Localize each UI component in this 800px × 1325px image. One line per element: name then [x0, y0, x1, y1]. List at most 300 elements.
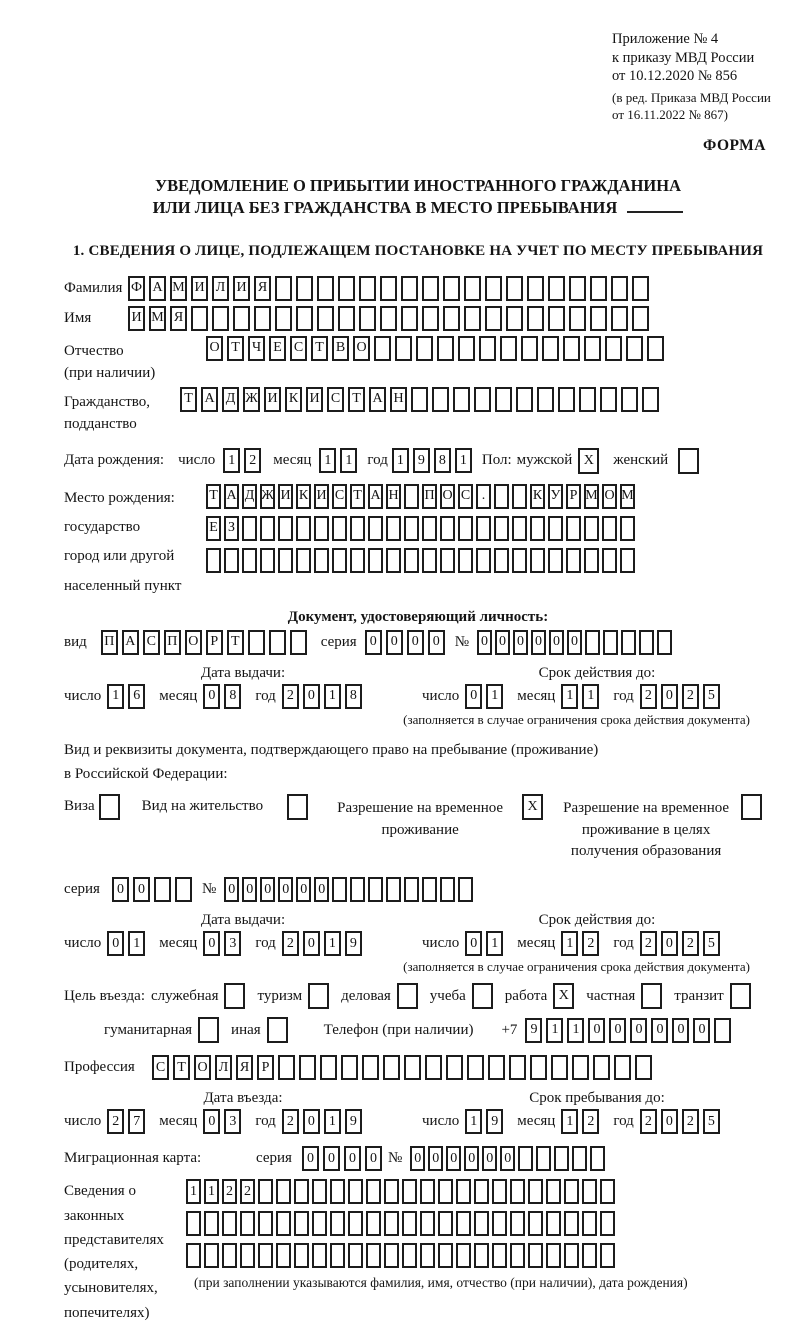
identity-issue-year[interactable]	[282, 684, 366, 709]
form-cell[interactable]	[260, 548, 275, 573]
form-cell[interactable]	[476, 548, 491, 573]
form-cell[interactable]	[632, 306, 649, 331]
form-cell[interactable]	[294, 1211, 309, 1236]
form-cell[interactable]	[422, 516, 437, 541]
form-cell[interactable]: И	[314, 484, 329, 509]
form-cell[interactable]	[359, 306, 376, 331]
form-cell[interactable]: Ч	[248, 336, 265, 361]
form-cell[interactable]	[600, 1243, 615, 1268]
form-cell[interactable]	[312, 1179, 327, 1204]
form-cell[interactable]	[222, 1243, 237, 1268]
form-cell[interactable]	[590, 276, 607, 301]
form-cell[interactable]	[476, 516, 491, 541]
form-cell[interactable]	[350, 548, 365, 573]
form-cell[interactable]: О	[602, 484, 617, 509]
form-cell[interactable]	[494, 484, 509, 509]
form-cell[interactable]	[621, 387, 638, 412]
form-cell[interactable]	[548, 516, 563, 541]
form-cell[interactable]	[366, 1243, 381, 1268]
form-cell[interactable]: 0	[661, 931, 678, 956]
form-cell[interactable]: 0	[410, 1146, 425, 1171]
form-cell[interactable]: 0	[107, 931, 124, 956]
form-cell[interactable]	[485, 306, 502, 331]
form-cell[interactable]	[620, 548, 635, 573]
form-cell[interactable]: Л	[212, 276, 229, 301]
form-cell[interactable]: 1	[582, 684, 599, 709]
form-cell[interactable]	[332, 516, 347, 541]
purpose-business-checkbox[interactable]	[397, 983, 418, 1009]
form-cell[interactable]	[564, 1179, 579, 1204]
form-cell[interactable]: 0	[278, 877, 293, 902]
purpose-humanitarian-checkbox[interactable]	[198, 1017, 219, 1043]
birth-month-cells[interactable]	[319, 448, 361, 473]
form-cell[interactable]: 2	[640, 931, 657, 956]
representatives-cells-1[interactable]	[186, 1179, 618, 1204]
form-cell[interactable]: Т	[350, 484, 365, 509]
form-cell[interactable]	[582, 1179, 597, 1204]
form-cell[interactable]	[380, 306, 397, 331]
form-cell[interactable]	[191, 306, 208, 331]
form-cell[interactable]	[584, 516, 599, 541]
form-cell[interactable]	[362, 1055, 379, 1080]
form-cell[interactable]: 1	[567, 1018, 584, 1043]
form-cell[interactable]: 0	[302, 1146, 319, 1171]
form-cell[interactable]	[506, 306, 523, 331]
form-cell[interactable]: Ж	[260, 484, 275, 509]
form-cell[interactable]	[546, 1211, 561, 1236]
form-cell[interactable]	[546, 1243, 561, 1268]
migration-series-cells[interactable]	[302, 1146, 386, 1171]
form-cell[interactable]	[474, 387, 491, 412]
form-cell[interactable]	[600, 1179, 615, 1204]
form-cell[interactable]	[154, 877, 171, 902]
form-cell[interactable]: 0	[651, 1018, 668, 1043]
form-cell[interactable]: Р	[566, 484, 581, 509]
form-cell[interactable]: М	[620, 484, 635, 509]
form-cell[interactable]	[320, 1055, 337, 1080]
form-cell[interactable]	[639, 630, 654, 655]
form-cell[interactable]: 9	[345, 1109, 362, 1134]
form-cell[interactable]: 1	[486, 931, 503, 956]
form-cell[interactable]: М	[149, 306, 166, 331]
form-cell[interactable]: 1	[204, 1179, 219, 1204]
form-cell[interactable]	[330, 1243, 345, 1268]
form-cell[interactable]	[186, 1243, 201, 1268]
form-cell[interactable]	[422, 877, 437, 902]
form-cell[interactable]: 0	[407, 630, 424, 655]
form-cell[interactable]	[572, 1146, 587, 1171]
form-cell[interactable]: 0	[428, 1146, 443, 1171]
form-cell[interactable]	[446, 1055, 463, 1080]
form-cell[interactable]: О	[440, 484, 455, 509]
form-cell[interactable]	[479, 336, 496, 361]
entry-month[interactable]	[203, 1109, 245, 1134]
form-cell[interactable]	[348, 1243, 363, 1268]
form-cell[interactable]	[206, 548, 221, 573]
form-cell[interactable]	[222, 1211, 237, 1236]
form-cell[interactable]	[443, 276, 460, 301]
form-cell[interactable]: 9	[486, 1109, 503, 1134]
form-cell[interactable]	[605, 336, 622, 361]
form-cell[interactable]	[275, 306, 292, 331]
form-cell[interactable]	[566, 516, 581, 541]
form-cell[interactable]	[248, 630, 265, 655]
form-cell[interactable]: 8	[224, 684, 241, 709]
form-cell[interactable]	[296, 276, 313, 301]
form-cell[interactable]	[510, 1179, 525, 1204]
residence-issue-day[interactable]	[107, 931, 149, 956]
form-cell[interactable]: 0	[365, 630, 382, 655]
form-cell[interactable]	[366, 1211, 381, 1236]
form-cell[interactable]: 1	[561, 684, 578, 709]
form-cell[interactable]: Е	[206, 516, 221, 541]
form-cell[interactable]	[494, 516, 509, 541]
form-cell[interactable]: 0	[242, 877, 257, 902]
form-cell[interactable]	[366, 1179, 381, 1204]
form-cell[interactable]	[632, 276, 649, 301]
form-cell[interactable]: Т	[206, 484, 221, 509]
form-cell[interactable]: У	[548, 484, 563, 509]
identity-issue-month[interactable]	[203, 684, 245, 709]
form-cell[interactable]: 0	[365, 1146, 382, 1171]
form-cell[interactable]	[404, 516, 419, 541]
male-checkbox[interactable]: X	[578, 448, 599, 474]
form-cell[interactable]	[258, 1179, 273, 1204]
form-cell[interactable]: А	[149, 276, 166, 301]
form-cell[interactable]	[395, 336, 412, 361]
form-cell[interactable]: 0	[428, 630, 445, 655]
form-cell[interactable]	[317, 276, 334, 301]
form-cell[interactable]	[294, 1243, 309, 1268]
form-cell[interactable]	[368, 877, 383, 902]
form-cell[interactable]	[536, 1146, 551, 1171]
form-cell[interactable]	[440, 548, 455, 573]
residence-issue-month[interactable]	[203, 931, 245, 956]
form-cell[interactable]: О	[185, 630, 202, 655]
stay-day[interactable]	[465, 1109, 507, 1134]
form-cell[interactable]: 0	[464, 1146, 479, 1171]
form-cell[interactable]	[564, 1211, 579, 1236]
form-cell[interactable]: 1	[465, 1109, 482, 1134]
form-cell[interactable]: М	[170, 276, 187, 301]
form-cell[interactable]	[278, 1055, 295, 1080]
form-cell[interactable]: 0	[672, 1018, 689, 1043]
form-cell[interactable]	[614, 1055, 631, 1080]
form-cell[interactable]	[411, 387, 428, 412]
visa-checkbox[interactable]	[99, 794, 120, 820]
form-cell[interactable]	[338, 276, 355, 301]
form-cell[interactable]	[401, 276, 418, 301]
form-cell[interactable]: 1	[223, 448, 240, 473]
representatives-cells-3[interactable]	[186, 1243, 618, 1268]
form-cell[interactable]: 1	[392, 448, 409, 473]
form-cell[interactable]	[542, 336, 559, 361]
form-cell[interactable]: Т	[311, 336, 328, 361]
birth-place-cells-3[interactable]	[206, 548, 638, 573]
form-cell[interactable]: О	[353, 336, 370, 361]
form-cell[interactable]	[440, 516, 455, 541]
form-cell[interactable]: 1	[546, 1018, 563, 1043]
form-cell[interactable]	[456, 1211, 471, 1236]
form-cell[interactable]: 0	[303, 931, 320, 956]
form-cell[interactable]: И	[306, 387, 323, 412]
form-cell[interactable]: 3	[224, 931, 241, 956]
residence-issue-year[interactable]	[282, 931, 366, 956]
form-cell[interactable]	[341, 1055, 358, 1080]
form-cell[interactable]	[258, 1243, 273, 1268]
form-cell[interactable]: 0	[112, 877, 129, 902]
form-cell[interactable]	[359, 276, 376, 301]
form-cell[interactable]: 9	[413, 448, 430, 473]
form-cell[interactable]	[602, 516, 617, 541]
purpose-other-checkbox[interactable]	[267, 1017, 288, 1043]
form-cell[interactable]: 0	[549, 630, 564, 655]
form-cell[interactable]	[530, 548, 545, 573]
form-cell[interactable]: А	[368, 484, 383, 509]
form-cell[interactable]	[422, 306, 439, 331]
phone-cells[interactable]	[525, 1018, 735, 1043]
form-cell[interactable]: 9	[525, 1018, 542, 1043]
form-cell[interactable]	[585, 630, 600, 655]
form-cell[interactable]: 0	[296, 877, 311, 902]
birth-place-cells-1[interactable]	[206, 484, 638, 509]
form-cell[interactable]: 2	[282, 1109, 299, 1134]
form-cell[interactable]: А	[122, 630, 139, 655]
form-cell[interactable]	[212, 306, 229, 331]
form-cell[interactable]	[368, 516, 383, 541]
form-cell[interactable]: 1	[486, 684, 503, 709]
form-cell[interactable]: Д	[222, 387, 239, 412]
form-cell[interactable]	[240, 1243, 255, 1268]
form-cell[interactable]: Д	[242, 484, 257, 509]
form-cell[interactable]	[600, 1211, 615, 1236]
form-cell[interactable]: Н	[390, 387, 407, 412]
form-cell[interactable]: 5	[703, 931, 720, 956]
form-cell[interactable]	[582, 1243, 597, 1268]
form-cell[interactable]: 1	[455, 448, 472, 473]
form-cell[interactable]: 0	[224, 877, 239, 902]
form-cell[interactable]: 6	[128, 684, 145, 709]
form-cell[interactable]	[564, 1243, 579, 1268]
form-cell[interactable]	[404, 877, 419, 902]
female-checkbox[interactable]	[678, 448, 699, 474]
patronymic-cells[interactable]	[206, 336, 668, 361]
form-cell[interactable]	[254, 306, 271, 331]
form-cell[interactable]	[312, 1211, 327, 1236]
form-cell[interactable]	[527, 306, 544, 331]
form-cell[interactable]: 1	[340, 448, 357, 473]
form-cell[interactable]	[600, 387, 617, 412]
form-cell[interactable]: Я	[254, 276, 271, 301]
form-cell[interactable]: А	[224, 484, 239, 509]
form-cell[interactable]	[374, 336, 391, 361]
form-cell[interactable]	[348, 1211, 363, 1236]
form-cell[interactable]: 0	[465, 931, 482, 956]
form-cell[interactable]: 0	[482, 1146, 497, 1171]
form-cell[interactable]: О	[194, 1055, 211, 1080]
purpose-official-checkbox[interactable]	[224, 983, 245, 1009]
residence-permit-checkbox[interactable]	[287, 794, 308, 820]
form-cell[interactable]: 0	[500, 1146, 515, 1171]
form-cell[interactable]	[537, 387, 554, 412]
form-cell[interactable]	[546, 1179, 561, 1204]
form-cell[interactable]	[558, 387, 575, 412]
form-cell[interactable]	[438, 1179, 453, 1204]
form-cell[interactable]	[175, 877, 192, 902]
form-cell[interactable]	[548, 306, 565, 331]
form-cell[interactable]: 8	[434, 448, 451, 473]
form-cell[interactable]	[242, 516, 257, 541]
form-cell[interactable]	[579, 387, 596, 412]
form-cell[interactable]: Т	[227, 630, 244, 655]
form-cell[interactable]: Т	[348, 387, 365, 412]
form-cell[interactable]: О	[206, 336, 223, 361]
form-cell[interactable]	[464, 276, 481, 301]
residence-series-cells[interactable]	[112, 877, 196, 902]
stay-month[interactable]	[561, 1109, 603, 1134]
form-cell[interactable]: 2	[244, 448, 261, 473]
form-cell[interactable]	[603, 630, 618, 655]
form-cell[interactable]	[384, 1179, 399, 1204]
form-cell[interactable]	[474, 1211, 489, 1236]
form-cell[interactable]: 0	[495, 630, 510, 655]
form-cell[interactable]: И	[191, 276, 208, 301]
form-cell[interactable]	[492, 1179, 507, 1204]
form-cell[interactable]	[440, 877, 455, 902]
form-cell[interactable]	[420, 1211, 435, 1236]
form-cell[interactable]	[330, 1179, 345, 1204]
form-cell[interactable]: 0	[588, 1018, 605, 1043]
form-cell[interactable]	[350, 516, 365, 541]
form-cell[interactable]: 0	[661, 1109, 678, 1134]
form-cell[interactable]	[338, 306, 355, 331]
form-cell[interactable]	[554, 1146, 569, 1171]
form-cell[interactable]	[494, 548, 509, 573]
form-cell[interactable]: 2	[222, 1179, 237, 1204]
form-cell[interactable]: 5	[703, 1109, 720, 1134]
residence-valid-month[interactable]	[561, 931, 603, 956]
form-cell[interactable]: В	[332, 336, 349, 361]
form-cell[interactable]: И	[264, 387, 281, 412]
form-cell[interactable]: 0	[203, 684, 220, 709]
form-cell[interactable]: Т	[180, 387, 197, 412]
form-cell[interactable]	[528, 1243, 543, 1268]
form-cell[interactable]	[420, 1179, 435, 1204]
form-cell[interactable]: С	[152, 1055, 169, 1080]
form-cell[interactable]: 1	[107, 684, 124, 709]
form-cell[interactable]	[528, 1211, 543, 1236]
form-cell[interactable]	[512, 516, 527, 541]
birth-place-cells-2[interactable]	[206, 516, 638, 541]
surname-cells[interactable]	[128, 276, 653, 301]
form-cell[interactable]	[584, 336, 601, 361]
form-cell[interactable]	[296, 516, 311, 541]
form-cell[interactable]	[569, 306, 586, 331]
form-cell[interactable]	[317, 306, 334, 331]
birth-year-cells[interactable]	[392, 448, 476, 473]
form-cell[interactable]: Р	[257, 1055, 274, 1080]
form-cell[interactable]: И	[128, 306, 145, 331]
residence-valid-year[interactable]	[640, 931, 724, 956]
form-cell[interactable]	[500, 336, 517, 361]
form-cell[interactable]	[384, 1243, 399, 1268]
form-cell[interactable]: К	[285, 387, 302, 412]
form-cell[interactable]	[425, 1055, 442, 1080]
form-cell[interactable]	[602, 548, 617, 573]
form-cell[interactable]: 2	[582, 931, 599, 956]
purpose-transit-checkbox[interactable]	[730, 983, 751, 1009]
form-cell[interactable]	[404, 548, 419, 573]
migration-number-cells[interactable]	[410, 1146, 608, 1171]
form-cell[interactable]: 0	[513, 630, 528, 655]
temp-residence-checkbox[interactable]: X	[522, 794, 543, 820]
form-cell[interactable]: 2	[240, 1179, 255, 1204]
form-cell[interactable]: Е	[269, 336, 286, 361]
form-cell[interactable]: 0	[203, 931, 220, 956]
purpose-study-checkbox[interactable]	[472, 983, 493, 1009]
form-cell[interactable]: З	[224, 516, 239, 541]
form-cell[interactable]: 0	[133, 877, 150, 902]
form-cell[interactable]	[521, 336, 538, 361]
form-cell[interactable]	[492, 1243, 507, 1268]
form-cell[interactable]	[566, 548, 581, 573]
form-cell[interactable]	[647, 336, 664, 361]
form-cell[interactable]: Л	[215, 1055, 232, 1080]
form-cell[interactable]: 1	[324, 931, 341, 956]
form-cell[interactable]	[458, 877, 473, 902]
residence-valid-day[interactable]	[465, 931, 507, 956]
form-cell[interactable]	[299, 1055, 316, 1080]
form-cell[interactable]	[296, 548, 311, 573]
form-cell[interactable]: 2	[282, 931, 299, 956]
form-cell[interactable]	[330, 1211, 345, 1236]
form-cell[interactable]	[474, 1179, 489, 1204]
form-cell[interactable]	[530, 516, 545, 541]
form-cell[interactable]: К	[530, 484, 545, 509]
form-cell[interactable]	[422, 276, 439, 301]
representatives-cells-2[interactable]	[186, 1211, 618, 1236]
form-cell[interactable]	[621, 630, 636, 655]
form-cell[interactable]	[401, 306, 418, 331]
form-cell[interactable]	[642, 387, 659, 412]
form-cell[interactable]	[404, 1055, 421, 1080]
form-cell[interactable]: К	[296, 484, 311, 509]
form-cell[interactable]	[611, 306, 628, 331]
form-cell[interactable]	[432, 387, 449, 412]
form-cell[interactable]	[384, 1211, 399, 1236]
form-cell[interactable]	[240, 1211, 255, 1236]
form-cell[interactable]	[276, 1243, 291, 1268]
form-cell[interactable]: 1	[186, 1179, 201, 1204]
form-cell[interactable]	[590, 306, 607, 331]
form-cell[interactable]	[456, 1243, 471, 1268]
form-cell[interactable]: С	[458, 484, 473, 509]
form-cell[interactable]: Т	[173, 1055, 190, 1080]
form-cell[interactable]	[611, 276, 628, 301]
form-cell[interactable]	[438, 1211, 453, 1236]
form-cell[interactable]	[368, 548, 383, 573]
form-cell[interactable]	[509, 1055, 526, 1080]
form-cell[interactable]	[278, 548, 293, 573]
form-cell[interactable]: С	[290, 336, 307, 361]
form-cell[interactable]	[437, 336, 454, 361]
form-cell[interactable]: Н	[386, 484, 401, 509]
form-cell[interactable]: С	[332, 484, 347, 509]
form-cell[interactable]: 7	[128, 1109, 145, 1134]
form-cell[interactable]: 1	[324, 684, 341, 709]
citizenship-cells[interactable]	[180, 387, 663, 412]
form-cell[interactable]: 2	[640, 684, 657, 709]
